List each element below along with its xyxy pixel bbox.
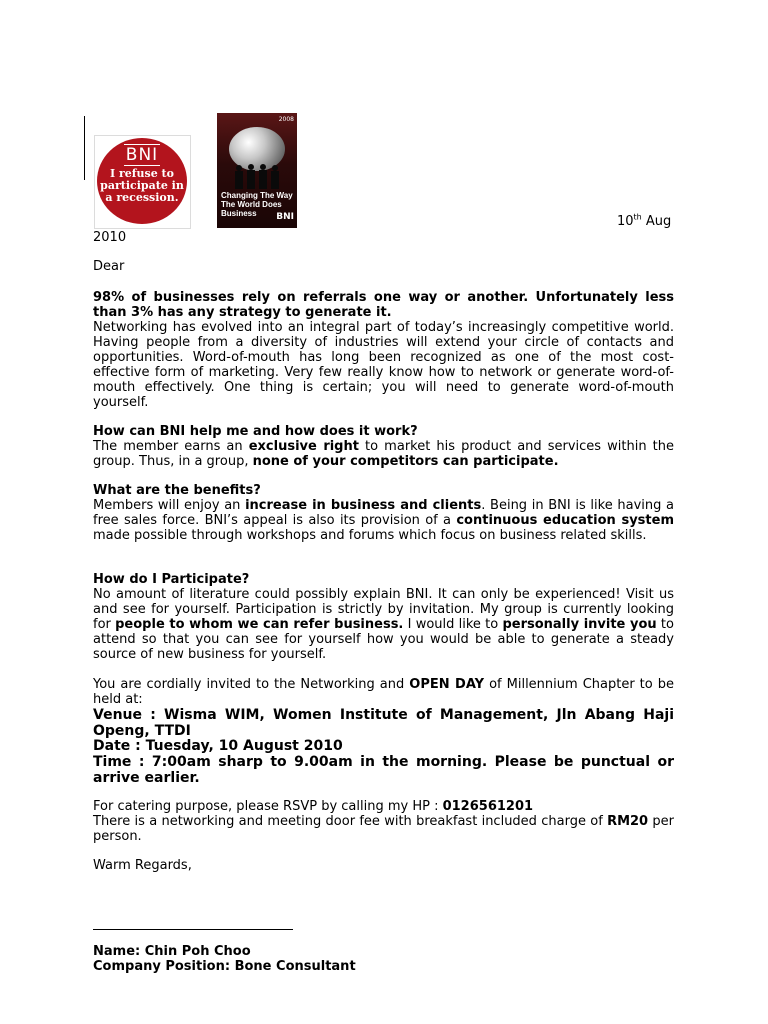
- question-2-answer: Members will enjoy an increase in business and clients. Being in BNI is like having a free sales force. BNI’s appeal is also its provision of a continuous education system made possible through workshops and forums which focus on business related skills.: [93, 498, 674, 543]
- logo-circle: [97, 138, 187, 224]
- question-2-heading: What are the benefits?: [93, 483, 261, 498]
- event-time-line: Time : 7:00am sharp to 9.00am in the morning. Please be punctual or arrive earlier.: [93, 754, 674, 786]
- question-1-answer: The member earns an exclusive right to market his product and services within the group. Thus, in a group, none of your competitors can participate.: [93, 439, 674, 469]
- book-caption: Changing The Way The World Does Business: [221, 191, 293, 218]
- bni-slogan: I refuse to participate in a recession.: [100, 167, 184, 204]
- question-3-answer: No amount of literature could possibly explain BNI. It can only be experienced! Visit us and see for yourself. Participation is strictly by invitation. My group is currently looking for people to whom we can refer business. I would like to personally invite you to attend so that you can see for yourself how you would be able to generate a steady source of new business for yourself.: [93, 587, 674, 662]
- question-3-heading: How do I Participate?: [93, 572, 250, 587]
- invitation-paragraph: You are cordially invited to the Networking and OPEN DAY of Millennium Chapter to be held at:: [93, 677, 675, 707]
- venue-line: Venue : Wisma WIM, Women Institute of Management, Jln Abang Haji Openg, TTDI: [93, 707, 674, 739]
- signatory-name: Name: Chin Poh Choo: [93, 944, 251, 959]
- book-bni-mark: BNI: [276, 212, 294, 222]
- people-silhouette-icon: [217, 163, 297, 189]
- event-date-line: Date : Tuesday, 10 August 2010: [93, 738, 343, 754]
- signatory-position: Company Position: Bone Consultant: [93, 959, 356, 974]
- rsvp-line: For catering purpose, please RSVP by calling my HP : 0126561201: [93, 799, 534, 814]
- question-1-heading: How can BNI help me and how does it work?: [93, 424, 418, 439]
- letter-date-year: 2010: [93, 230, 127, 245]
- signature-line: [93, 929, 293, 930]
- intro-paragraph: Networking has evolved into an integral part of today’s increasingly competitive world. Having people from a diversity of industries will extend your circle of contacts and opportunities. Word-of-mouth has long been recognized as one of the most cost-effective form of marketing. Very few really know how to network or generate word-of-mouth effectively. One thing is certain; you will need to generate word-of-mouth yourself.: [93, 320, 674, 410]
- book-cover-image: [217, 113, 297, 228]
- intro-headline: 98% of businesses rely on referrals one way or another. Unfortunately less than 3% has any strategy to generate it.: [93, 290, 674, 320]
- letter-date: 10th Aug: [617, 212, 672, 229]
- salutation: Dear: [93, 259, 125, 274]
- book-year: 2008: [278, 116, 294, 123]
- fee-line: There is a networking and meeting door fee with breakfast included charge of RM20 per person.: [93, 814, 674, 844]
- margin-line: [84, 116, 85, 180]
- bni-logo-text: BNI: [125, 145, 159, 165]
- bni-recession-logo: [94, 135, 191, 229]
- closing-line: Warm Regards,: [93, 858, 192, 873]
